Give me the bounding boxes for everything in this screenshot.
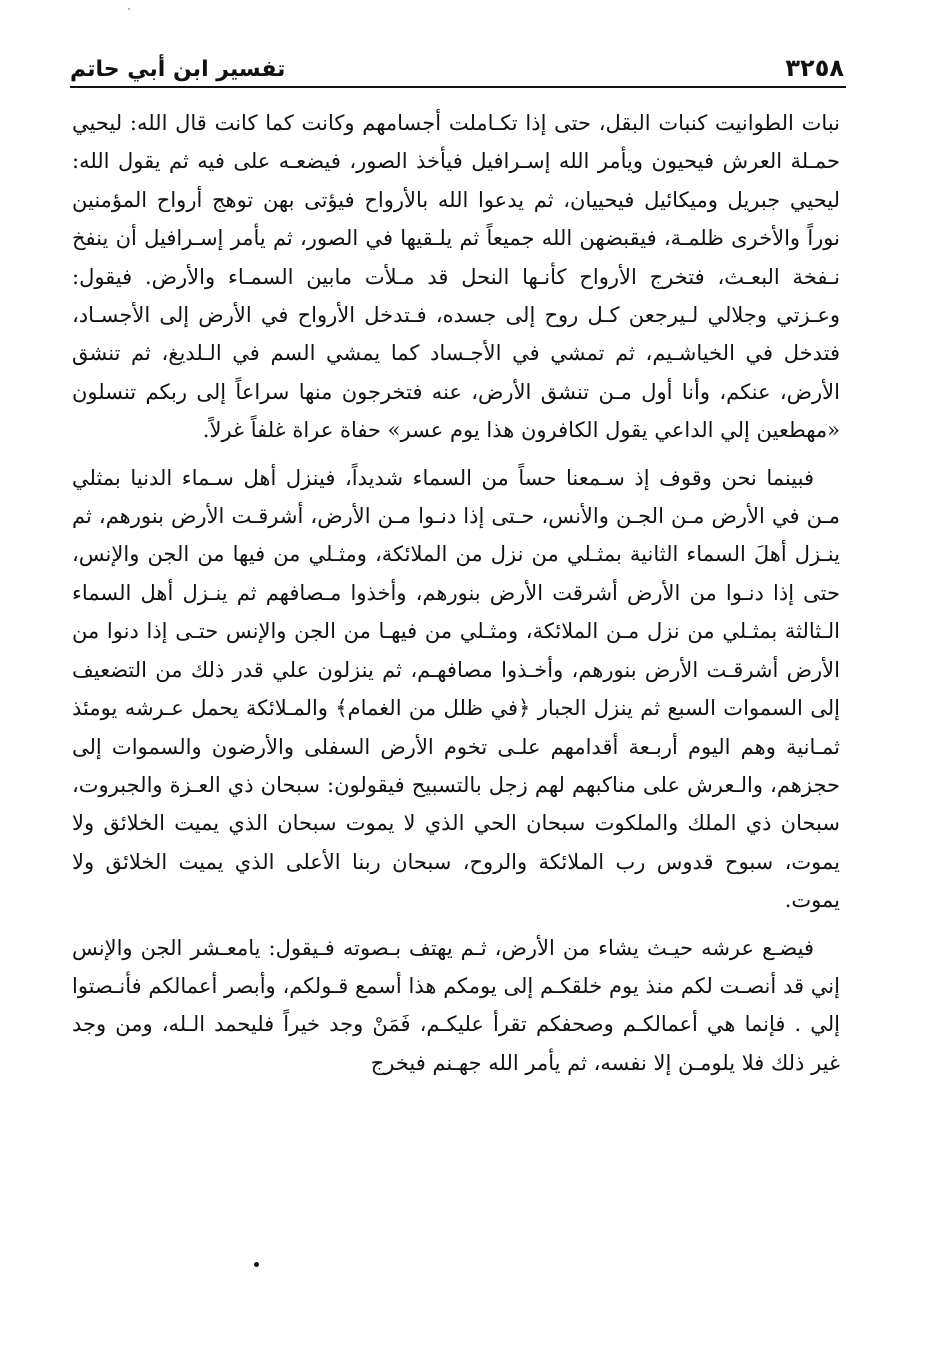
paragraph-3: فيضـع عرشه حيـث يشاء من الأرض، ثـم يهتف بـصوته فـيقول: يامعـشر الجن والإنس إني قد أنصـت لكم منذ يوم خلقكـم إلى يومكم هذا أسمع قـولكم، وأبصر أعمالكم فأنـصتوا إلي . فإنما هي أعمالكـم وصحفكم تقرأ عليكـم، فَمَنْ وجد خيراً فليحمد الـله، ومن وجد غير ذلك فلا يلومـن إلا نفسه، ثم يأمر الله جهـنم فيخرج <box>72 935 840 1075</box>
running-title: تفسير ابن أبي حاتم <box>70 57 286 82</box>
page-number: ٣٢٥٨ <box>785 54 844 82</box>
body-text <box>72 104 840 1082</box>
paragraph-2: فبينما نحن وقوف إذ سـمعنا حساً من السماء شديداً، فينزل أهل سـماء الدنيا بمثلي مـن في الأرض مـن الجـن والأنس، حـتى إذا دنـوا مـن الأرض، أشرقـت الأرض بنورهم، ثم ينـزل أهلَ السماء الثانية بمثـلي من نزل من الملائكة، ومثـلي من فيها من الجن والإنس، حتى إذا دنـوا من الأرض أشرقت الأرض بنورهم، وأخذوا مـصافهم ثم ينـزل أهل السماء الـثالثة بمثـلي من نزل مـن الملائكة، ومثـلي من فيهـا من الجن والإنس حتـى إذا دنوا من الأرض أشرقـت الأرض بنورهم، وأخـذوا مصافهـم، ثم ينزلون علي قدر ذلك من التضعيف إلى السموات السبع ثم ينزل الجبار ﴿في ظلل من الغمام﴾ والمـلائكة يحمل عـرشه يومئذ ثمـانية وهم اليوم أربـعة أقدامهم علـى تخوم الأرض السفلى والأرضون والسموات إلى حجزهم، والـعرش على مناكبهم لهم زجل بالتسبيح فيقولون: سبحان ذي العـزة والجبروت، سبحان ذي الملك والملكوت سبحان الحي الذي لا يموت سبحان الذي يميت الخلائق ولا يموت، سبوح قدوس رب الملائكة والروح، سبحان ربنا الأعلى الذي يميت الخلائق ولا يموت. <box>72 465 840 913</box>
header-rule <box>70 86 846 88</box>
scan-speck <box>128 8 130 10</box>
page-header <box>70 38 844 82</box>
footer-dot <box>254 1262 259 1267</box>
paragraph-1: نبات الطوانيت كنبات البقل، حتى إذا تكـاملت أجسامهم وكانت كما كانت قال الله: ليحيي حمـلة العرش فيحيون ويأمر الله إسـرافيل فيأخذ الصور، فيضعـه على فيه ثم يقول الله: ليحيي جبريل وميكائيل فيحييان، ثم يدعوا الله بالأرواح فيؤتى بهن توهج أرواح المؤمنين نوراً والأخرى ظلمـة، فيقبضهن الله جميعاً ثم يلـقيها في الصور، ثم يأمر إسـرافيل أن ينفخ نـفخة البعـث، فتخرج الأرواح كأنـها النحل قد مـلأت مابين السمـاء والأرض. فيقول: وعـزتي وجلالي لـيرجعن كـل روح إلى جسده، فـتدخل الأرواح في الأرض إلى الأجسـاد، فتدخل في الخياشـيم، ثم تمشي في الأجـساد كما يمشي السم في الـلديغ، ثم تنشق الأرض، عنكم، وأنا أول مـن تنشق الأرض، عنه فتخرجون منها سراعاً إلى ربكم تنسلون «مهطعين إلي الداعي يقول الكافرون هذا يوم عسر» حفاة عراة غلفاً غرلاً. <box>72 111 840 443</box>
